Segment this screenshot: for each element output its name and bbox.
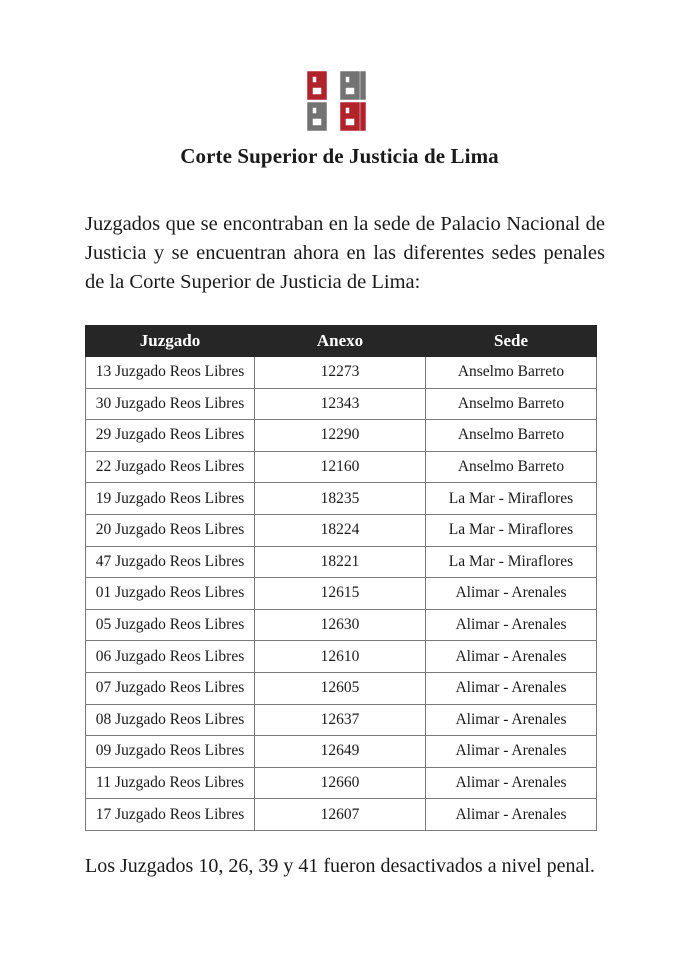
logo-glyph-bottom-right: [343, 105, 363, 128]
cell-anexo: 12607: [255, 799, 426, 831]
column-header-anexo: Anexo: [255, 326, 426, 357]
cell-juzgado: 01 Juzgado Reos Libres: [86, 578, 255, 610]
cell-sede: Alimar - Arenales: [426, 767, 597, 799]
table-row: [86, 388, 597, 420]
cell-sede: Alimar - Arenales: [426, 641, 597, 673]
table-row: [86, 736, 597, 768]
cell-anexo: 12649: [255, 736, 426, 768]
page-title: Corte Superior de Justicia de Lima: [180, 144, 499, 168]
cell-anexo: 18235: [255, 483, 426, 515]
cell-anexo: 12630: [255, 609, 426, 641]
table-row: [86, 641, 597, 673]
logo-glyph-top-right: [343, 74, 363, 97]
cell-sede: Alimar - Arenales: [426, 736, 597, 768]
cell-sede: Alimar - Arenales: [426, 609, 597, 641]
logo-glyph-top-left: [310, 74, 324, 97]
cell-anexo: 18221: [255, 546, 426, 578]
table-row: [86, 672, 597, 704]
table-row: [86, 767, 597, 799]
cell-juzgado: 30 Juzgado Reos Libres: [86, 388, 255, 420]
cell-sede: La Mar - Miraflores: [426, 514, 597, 546]
table-row: [86, 483, 597, 515]
court-logo-icon: [306, 70, 372, 132]
cell-juzgado: 05 Juzgado Reos Libres: [86, 609, 255, 641]
cell-anexo: 12637: [255, 704, 426, 736]
cell-sede: Anselmo Barreto: [426, 388, 597, 420]
cell-sede: La Mar - Miraflores: [426, 483, 597, 515]
table-row: [86, 704, 597, 736]
table-row: [86, 357, 597, 389]
column-header-sede: Sede: [426, 326, 597, 357]
cell-sede: Anselmo Barreto: [426, 420, 597, 452]
cell-juzgado: 19 Juzgado Reos Libres: [86, 483, 255, 515]
table-header-row: [86, 326, 597, 357]
cell-sede: Alimar - Arenales: [426, 578, 597, 610]
cell-juzgado: 09 Juzgado Reos Libres: [86, 736, 255, 768]
cell-anexo: 12660: [255, 767, 426, 799]
cell-sede: Alimar - Arenales: [426, 704, 597, 736]
cell-anexo: 12290: [255, 420, 426, 452]
cell-juzgado: 08 Juzgado Reos Libres: [86, 704, 255, 736]
cell-anexo: 12160: [255, 451, 426, 483]
cell-sede: La Mar - Miraflores: [426, 546, 597, 578]
intro-paragraph: Juzgados que se encontraban en la sede de Palacio Nacional de Justicia y se encuentran ahora en las diferentes sedes penales de la Corte Superior de Justicia de Lima:: [85, 213, 605, 293]
cell-juzgado: 29 Juzgado Reos Libres: [86, 420, 255, 452]
table-row: [86, 420, 597, 452]
table-row: [86, 578, 597, 610]
cell-juzgado: 20 Juzgado Reos Libres: [86, 514, 255, 546]
cell-anexo: 18224: [255, 514, 426, 546]
table-row: [86, 546, 597, 578]
table-row: [86, 799, 597, 831]
cell-juzgado: 06 Juzgado Reos Libres: [86, 641, 255, 673]
cell-sede: Anselmo Barreto: [426, 357, 597, 389]
cell-anexo: 12273: [255, 357, 426, 389]
cell-sede: Alimar - Arenales: [426, 799, 597, 831]
cell-anexo: 12610: [255, 641, 426, 673]
cell-juzgado: 13 Juzgado Reos Libres: [86, 357, 255, 389]
cell-sede: Anselmo Barreto: [426, 451, 597, 483]
cell-anexo: 12615: [255, 578, 426, 610]
logo-glyph-bottom-left: [310, 105, 324, 128]
table-row: [86, 609, 597, 641]
cell-anexo: 12605: [255, 672, 426, 704]
cell-juzgado: 47 Juzgado Reos Libres: [86, 546, 255, 578]
footer-note: Los Juzgados 10, 26, 39 y 41 fueron desactivados a nivel penal.: [85, 855, 595, 877]
column-header-juzgado: Juzgado: [86, 326, 255, 357]
cell-anexo: 12343: [255, 388, 426, 420]
cell-sede: Alimar - Arenales: [426, 672, 597, 704]
cell-juzgado: 22 Juzgado Reos Libres: [86, 451, 255, 483]
table-row: [86, 451, 597, 483]
cell-juzgado: 11 Juzgado Reos Libres: [86, 767, 255, 799]
table-row: [86, 514, 597, 546]
cell-juzgado: 17 Juzgado Reos Libres: [86, 799, 255, 831]
cell-juzgado: 07 Juzgado Reos Libres: [86, 672, 255, 704]
courts-table: [85, 325, 597, 831]
